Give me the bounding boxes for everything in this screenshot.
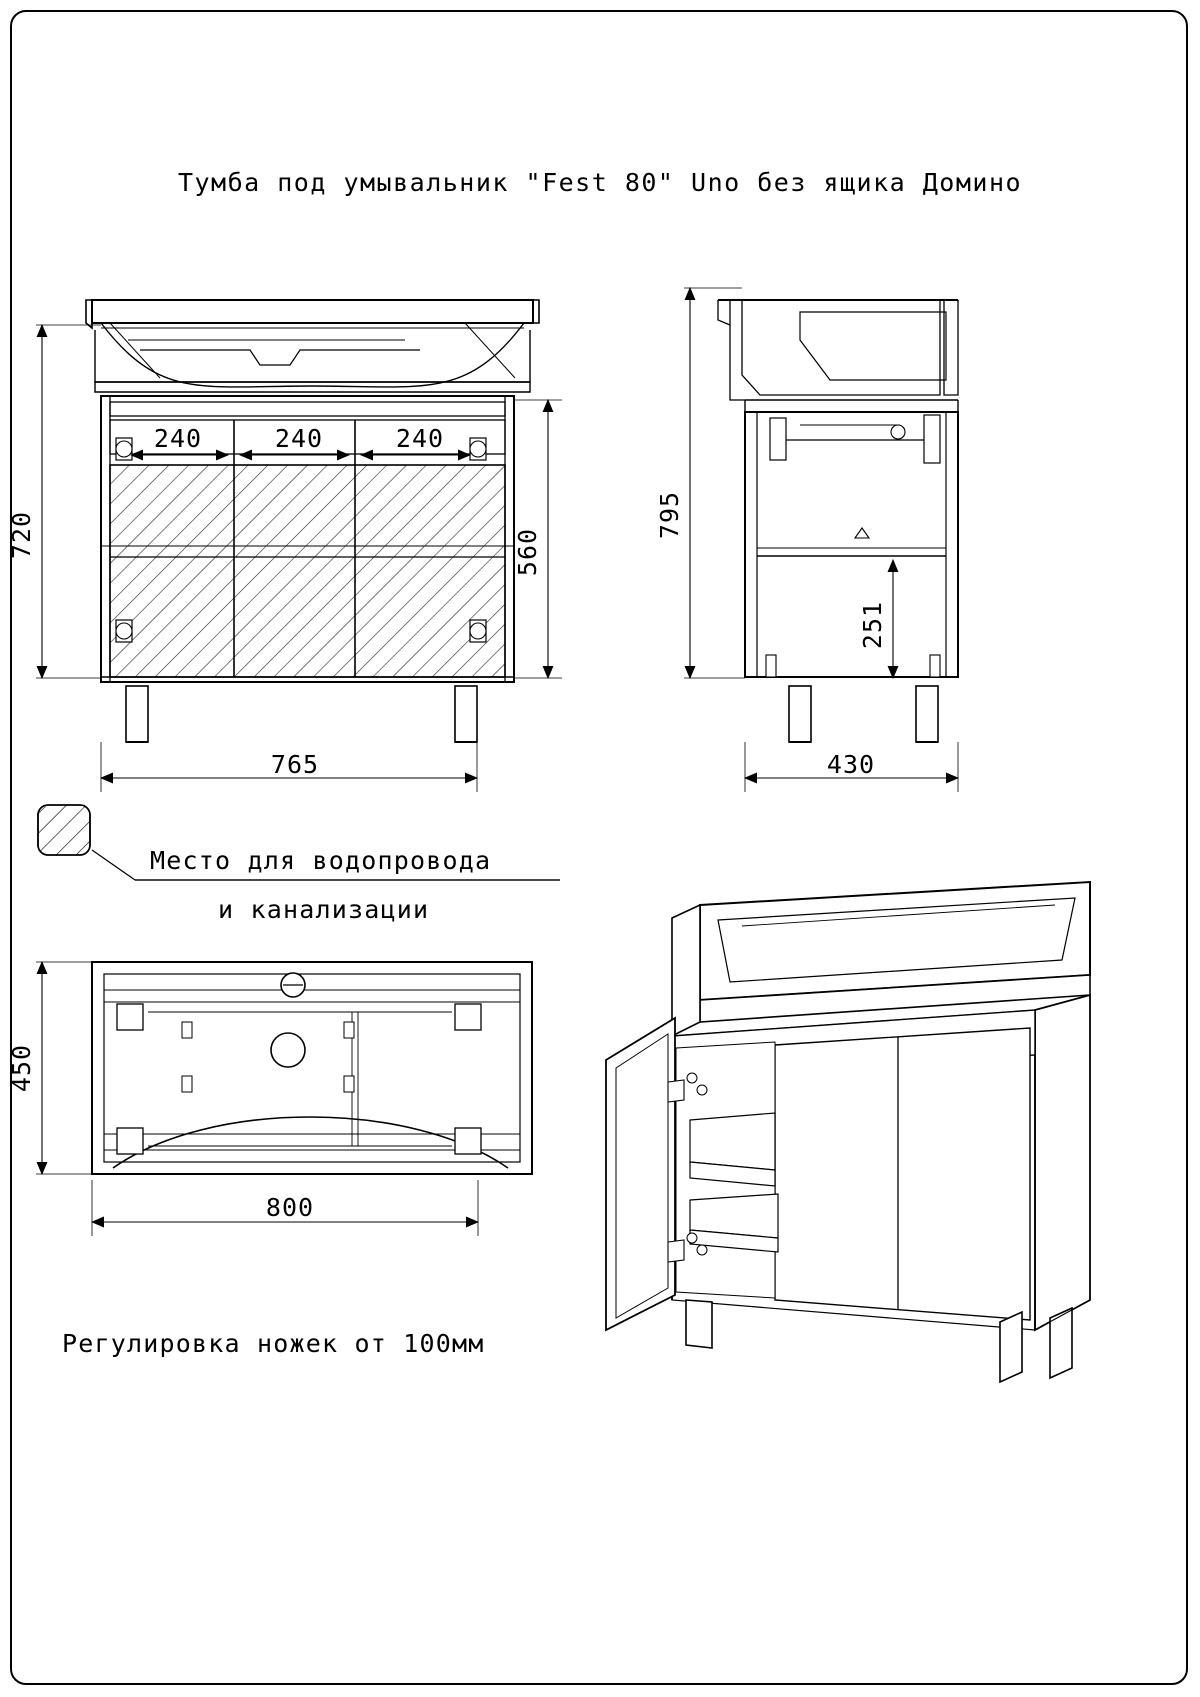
dim-door-width-2: 240 [274,424,324,453]
dim-top-width: 800 [265,1193,315,1222]
dim-door-width-3: 240 [395,424,445,453]
side-view [718,300,958,742]
dim-top-depth: 450 [7,1043,36,1093]
plumbing-note-line1: Место для водопровода [150,846,492,875]
dim-side-depth: 430 [826,750,876,779]
perspective-view [606,882,1090,1382]
page-title: Тумба под умывальник "Fest 80" Uno без ящика Домино [177,168,1023,197]
dim-front-height: 720 [7,510,36,560]
dim-side-height: 795 [655,490,684,540]
front-view [86,300,539,742]
dim-front-width: 765 [270,750,320,779]
dim-front-doors-height: 560 [513,527,542,577]
dim-door-width-1: 240 [153,424,203,453]
plumbing-note-line2: и канализации [218,895,430,924]
top-view-dimensions [36,962,478,1236]
legs-note: Регулировка ножек от 100мм [62,1329,485,1358]
top-view [92,962,532,1174]
dim-side-shelf-height: 251 [858,600,887,650]
